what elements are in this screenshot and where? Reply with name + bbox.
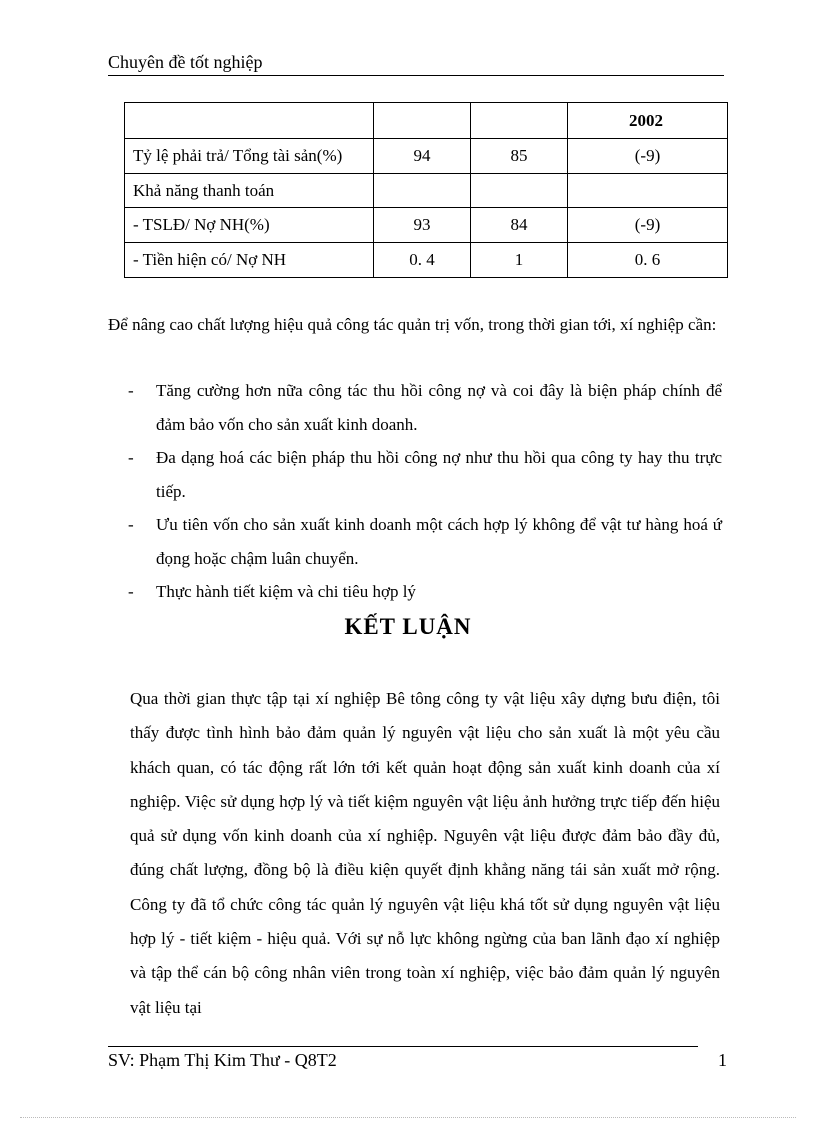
page-edge-divider xyxy=(20,1117,796,1118)
table-cell: (-9) xyxy=(568,139,728,174)
conclusion-heading: KẾT LUẬN xyxy=(344,614,472,639)
table-cell: (-9) xyxy=(568,208,728,243)
table-cell xyxy=(374,174,471,208)
conclusion-paragraph: Qua thời gian thực tập tại xí nghiệp Bê tông công ty vật liệu xây dựng bưu điện, tôi thấy được tình hình bảo đảm quản lý nguyên vật liệu cho sản xuất là một yêu cầu khách quan, có tác động rất lớn tới kết quản hoạt động sản xuất kinh doanh của xí nghiệp. Việc sử dụng hợp lý và tiết kiệm nguyên vật liệu ảnh hưởng trực tiếp đến hiệu quả sử dụng vốn kinh doanh của xí nghiệp. Nguyên vật liệu được đảm bảo đầy đủ, đúng chất lượng, đồng bộ là điều kiện quyết định khẳng năng tái sản xuất mở rộng. Công ty đã tổ chức công tác quản lý nguyên vật liệu khá tốt sử dụng nguyên vật liệu hợp lý - tiết kiệm - hiệu quả. Với sự nỗ lực không ngừng của ban lãnh đạo xí nghiệp và tập thể cán bộ công nhân viên trong toàn xí nghiệp, việc bảo đảm quản lý nguyên vật liệu tại xyxy=(130,689,720,1017)
list-item xyxy=(128,508,722,575)
intro-paragraph: Để nâng cao chất lượng hiệu quả công tác quản trị vốn, trong thời gian tới, xí nghiệp cần: xyxy=(108,315,717,334)
measures-list xyxy=(128,374,722,609)
header-divider xyxy=(108,75,724,76)
page-header-title: Chuyên đề tốt nghiệp xyxy=(108,52,263,72)
table-cell: 2002 xyxy=(568,103,728,139)
table-cell: 0. 4 xyxy=(374,243,471,278)
table-cell: - Tiền hiện có/ Nợ NH xyxy=(125,243,374,278)
table-cell xyxy=(568,174,728,208)
list-item-text: Tăng cường hơn nữa công tác thu hồi công nợ và coi đây là biện pháp chính để đảm bảo vốn cho sản xuất kinh doanh. xyxy=(156,381,722,434)
list-item-text: Ưu tiên vốn cho sản xuất kinh doanh một cách hợp lý không để vật tư hàng hoá ứ đọng hoặc chậm luân chuyển. xyxy=(156,515,722,568)
table-header-row xyxy=(125,103,728,139)
table-cell: 0. 6 xyxy=(568,243,728,278)
table-cell: 1 xyxy=(471,243,568,278)
bullet-dash: - xyxy=(128,515,134,534)
financial-ratio-table xyxy=(124,102,728,278)
table-cell: 84 xyxy=(471,208,568,243)
list-item xyxy=(128,374,722,441)
list-item-text: Đa dạng hoá các biện pháp thu hồi công nợ như thu hồi qua công ty hay thu trực tiếp. xyxy=(156,448,722,501)
footer-divider xyxy=(108,1046,698,1047)
bullet-dash: - xyxy=(128,448,134,467)
table-row xyxy=(125,174,728,208)
table-row xyxy=(125,139,728,174)
footer-author: SV: Phạm Thị Kim Thư - Q8T2 xyxy=(108,1050,337,1070)
page-number: 1 xyxy=(718,1050,727,1070)
list-item xyxy=(128,441,722,508)
table-row xyxy=(125,208,728,243)
table-cell: Tỷ lệ phải trả/ Tổng tài sản(%) xyxy=(125,139,374,174)
table-cell: - TSLĐ/ Nợ NH(%) xyxy=(125,208,374,243)
table-cell xyxy=(374,103,471,139)
table-cell: 85 xyxy=(471,139,568,174)
table-cell xyxy=(471,103,568,139)
list-item-text: Thực hành tiết kiệm và chi tiêu hợp lý xyxy=(156,582,416,601)
list-item xyxy=(128,575,722,609)
table-cell xyxy=(471,174,568,208)
table-cell xyxy=(125,103,374,139)
table-cell: 93 xyxy=(374,208,471,243)
table-cell: 94 xyxy=(374,139,471,174)
bullet-dash: - xyxy=(128,381,134,400)
bullet-dash: - xyxy=(128,582,134,601)
table-row xyxy=(125,243,728,278)
table-cell: Khả năng thanh toán xyxy=(125,174,374,208)
